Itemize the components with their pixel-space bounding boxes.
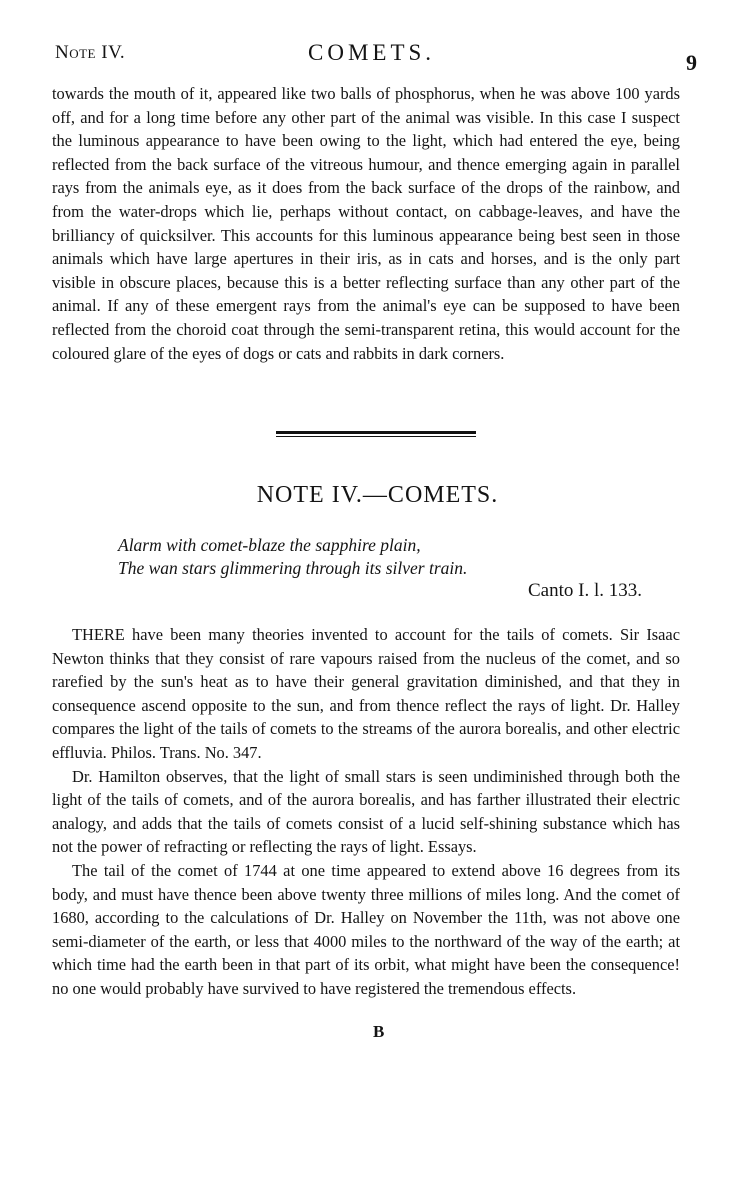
- running-head-note: Note IV.: [55, 42, 126, 63]
- running-head-title: COMETS.: [308, 40, 436, 65]
- body-paragraph: Dr. Hamilton observes, that the light of small stars is seen undiminished through both the light of the tails of comets, and of the aurora borealis, and has farther illustrated their electric analogy, and adds that the tails of comets consist of a lucid self-shining substance which has not the power of refracting or reflecting the rays of light. Essays.: [52, 766, 680, 857]
- verse-line: The wan stars glimmering through its silver train.: [118, 558, 468, 578]
- body-paragraph: THERE have been many theories invented to account for the tails of comets. Sir Isaac Newton thinks that they consist of rare vapours raised from the nucleus of the comet, and so rarefied by the sun's heat as to have their general gravitation diminished, and that they in consequence ascend opposite to the sun, and from thence reflect the rays of light. Dr. Halley compares the light of the tails of comets to the streams of the aurora borealis, and other electric effluvia. Philos. Trans. No. 347.: [52, 625, 680, 762]
- page-number: 9: [686, 50, 697, 75]
- continuation-text: [52, 82, 680, 365]
- verse-citation: Canto I. l. 133.: [528, 580, 642, 601]
- section-body: [52, 623, 680, 1001]
- section-divider: [276, 431, 476, 437]
- section-title: NOTE IV.—COMETS.: [256, 482, 499, 508]
- verse-line: Alarm with comet-blaze the sapphire plain,: [118, 535, 421, 555]
- body-paragraph: The tail of the comet of 1744 at one time appeared to extend above 16 degrees from its body, and must have thence been above twenty three millions of miles long. And the comet of 1680, according to the calculations of Dr. Halley on November the 11th, was not above one semi-diameter of the earth, or less that 4000 miles to the northward of the way of the earth; at which time had the earth been in that part of its orbit, what might have been the consequence! no one would probably have survived to have registered the tremendous effects.: [52, 860, 680, 998]
- continuation-paragraph: towards the mouth of it, appeared like two balls of phosphorus, when he was above 100 yards off, and for a long time before any other part of the animal was visible. In this case I suspect the luminous appearance to have been owing to the light, which had entered the eye, being reflected from the back surface of the vitreous humour, and thence emerging again in parallel rays from the animals eye, as it does from the back surface of the drops of the rainbow, and from the water-drops which lie, perhaps without contact, on cabbage-leaves, and have the brilliancy of quicksilver. This accounts for this luminous appearance being best seen in those animals which have large apertures in their iris, as in cats and horses, and is the only part visible in obscure places, because this is a better reflecting surface than any other part of the animal. If any of these emergent rays from the animal's eye can be supposed to have been reflected from the choroid coat through the semi-transparent retina, this would account for the coloured glare of the eyes of dogs or cats and rabbits in dark corners.: [52, 84, 680, 363]
- signature-mark: B: [373, 1022, 385, 1041]
